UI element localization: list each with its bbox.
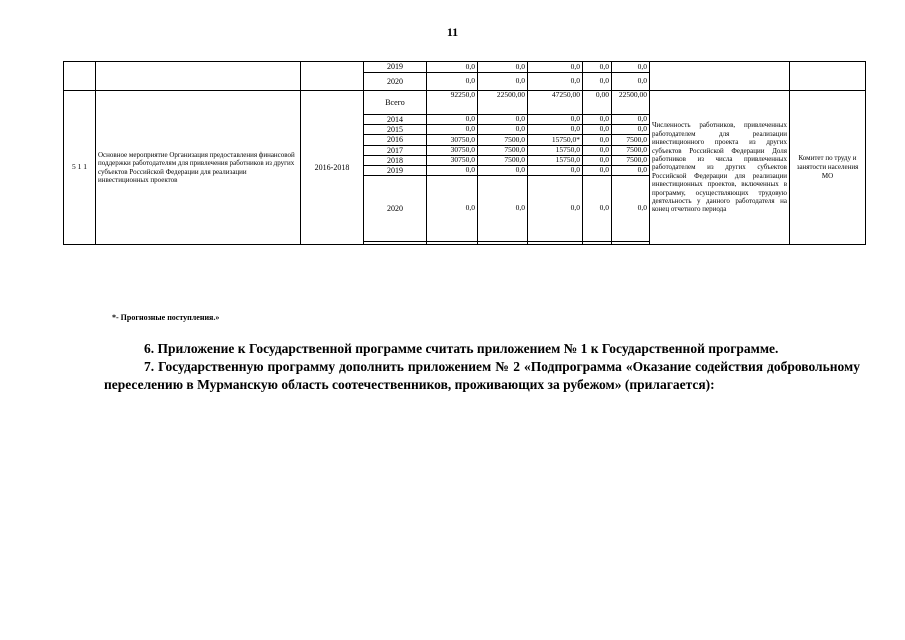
cell-empty (612, 242, 650, 245)
cell-value: 0,0 (528, 115, 583, 125)
cell-value: 0,0 (583, 145, 612, 155)
cell-value: 0,0 (528, 125, 583, 135)
period: 2016-2018 (301, 91, 364, 245)
cell-value: 0,0 (528, 62, 583, 73)
paragraph-7: 7. Государственную программу дополнить приложением № 2 «Подпрограмма «Оказание содействия добровольному переселению в Мурманскую область соотечественников, проживающих за рубежом» (прилагается): (104, 359, 860, 392)
cell-value: 7500,0 (612, 145, 650, 155)
cell-value: 0,0 (427, 165, 478, 175)
cell-value: 0,0 (427, 62, 478, 73)
cell-empty (790, 62, 866, 91)
cell-value: 0,0 (478, 125, 528, 135)
cell-year: 2020 (364, 73, 427, 91)
cell-value: 0,0 (583, 115, 612, 125)
cell-value: 7500,0 (478, 135, 528, 145)
cell-year: 2015 (364, 125, 427, 135)
cell-value: 0,0 (478, 115, 528, 125)
cell-value: 0,0 (612, 115, 650, 125)
cell-year: 2019 (364, 62, 427, 73)
cell-value: 0,0 (612, 176, 650, 242)
cell-empty (478, 242, 528, 245)
cell-value: 30750,0 (427, 155, 478, 165)
cell-value: 15750,0* (528, 135, 583, 145)
cell-value: 0,0 (528, 73, 583, 91)
cell-value: 47250,00 (528, 91, 583, 115)
cell-value: 0,0 (478, 176, 528, 242)
cell-value: 0,0 (612, 62, 650, 73)
cell-value: 0,0 (528, 176, 583, 242)
executor: Комитет по труду и занятости населения МО (790, 91, 866, 245)
cell-empty (427, 242, 478, 245)
cell-value: 0,0 (583, 135, 612, 145)
cell-value: 0,0 (583, 73, 612, 91)
cell-empty (650, 62, 790, 91)
cell-year: 2014 (364, 115, 427, 125)
row-number: 5 1 1 (64, 91, 96, 245)
cell-value: 7500,0 (478, 145, 528, 155)
cell-year: 2018 (364, 155, 427, 165)
cell-value: 15750,0 (528, 145, 583, 155)
cell-value: 0,0 (583, 176, 612, 242)
cell-value: 15750,0 (528, 155, 583, 165)
cell-value: 0,0 (427, 176, 478, 242)
cell-year: 2016 (364, 135, 427, 145)
cell-value: 7500,0 (612, 155, 650, 165)
cell-value: 30750,0 (427, 145, 478, 155)
cell-empty (528, 242, 583, 245)
cell-value: 0,0 (478, 62, 528, 73)
cell-value: 0,0 (583, 155, 612, 165)
cell-empty (96, 62, 301, 91)
cell-year: Всего (364, 91, 427, 115)
cell-value: 0,0 (583, 62, 612, 73)
cell-year: 2019 (364, 165, 427, 175)
paragraph-6: 6. Приложение к Государственной программе считать приложением № 1 к Государственной программе. (144, 341, 779, 356)
footnote: *- Прогнозные поступления.» (112, 313, 220, 322)
cell-value: 0,0 (478, 73, 528, 91)
cell-value: 0,0 (583, 165, 612, 175)
table-row (64, 62, 866, 73)
cell-empty (583, 242, 612, 245)
cell-empty (364, 242, 427, 245)
cell-value: 0,0 (528, 165, 583, 175)
program-table (63, 61, 866, 245)
cell-year: 2020 (364, 176, 427, 242)
cell-value: 7500,0 (612, 135, 650, 145)
cell-value: 0,0 (583, 125, 612, 135)
cell-value: 0,0 (612, 165, 650, 175)
cell-value: 0,0 (612, 73, 650, 91)
cell-value: 92250,0 (427, 91, 478, 115)
cell-value: 0,0 (427, 115, 478, 125)
cell-value: 0,0 (612, 125, 650, 135)
page-number: 11 (446, 25, 459, 39)
cell-value: 0,0 (478, 165, 528, 175)
cell-value: 22500,00 (612, 91, 650, 115)
table-row (64, 91, 866, 115)
cell-value: 7500,0 (478, 155, 528, 165)
cell-empty (301, 62, 364, 91)
cell-empty (64, 62, 96, 91)
cell-value: 0,0 (427, 73, 478, 91)
cell-value: 22500,00 (478, 91, 528, 115)
cell-value: 0,00 (583, 91, 612, 115)
measure-description: Основное мероприятие Организация предоставления финансовой поддержки работодателям для привлечения работников из других субъектов Российской Федерации для реализации инвестиционных проектов (96, 91, 301, 245)
cell-value: 0,0 (427, 125, 478, 135)
cell-year: 2017 (364, 145, 427, 155)
indicators: Численность работников, привлеченных работодателем для реализации инвестиционного проекта из других субъектов Российской Федерации Доля работников из числа привлеченных работодателем из других субъектов Российской Федерации для реализации инвестиционных проектов, включенных в программу, осуществляющих трудовую деятельность у данного работодателя на конец отчетного периода (650, 91, 790, 245)
cell-value: 30750,0 (427, 135, 478, 145)
